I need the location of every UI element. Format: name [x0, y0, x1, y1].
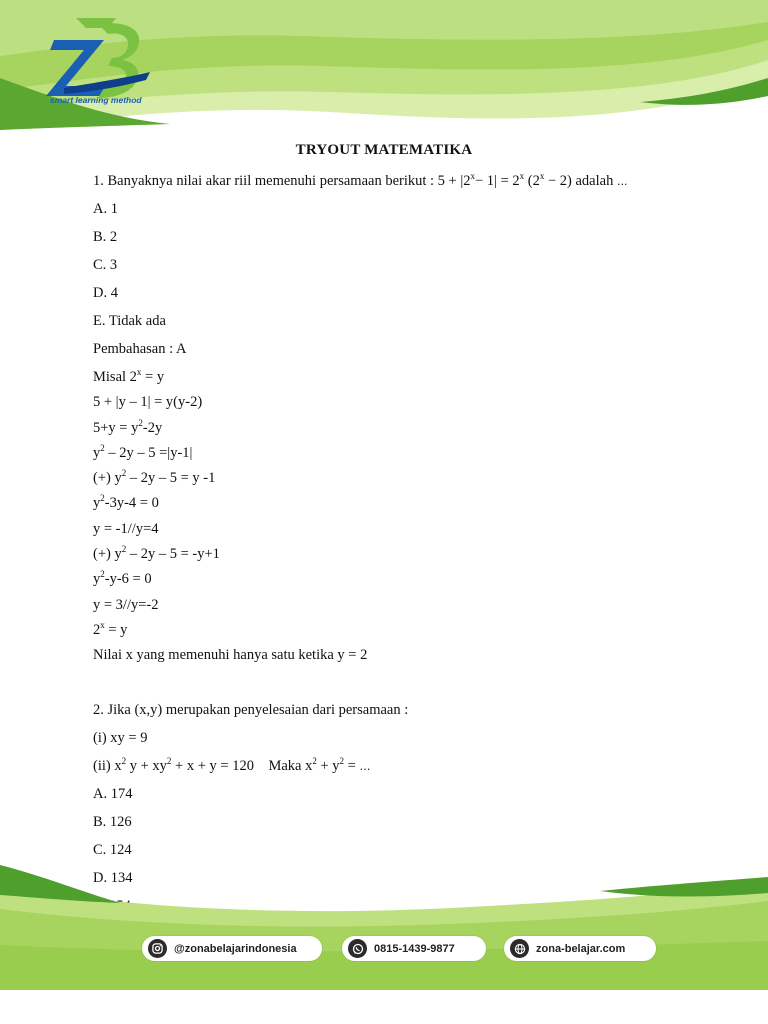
option-c: C. 3 — [93, 257, 118, 273]
question-2-equation-1: (i) xy = 9 — [93, 729, 148, 746]
zona-belajar-logo — [46, 14, 156, 106]
solution-step: $y^2 - 2y - 5 =|y-1|$ — [93, 442, 193, 461]
solution-step: y = -1//y=4 — [93, 520, 159, 537]
solution-step: (+) $y^2 - 2y - 5 = y$ -1 — [93, 468, 216, 487]
solution-step: (+) $y^2 - 2y - 5 = -y+1$ — [93, 544, 220, 563]
instagram-handle: @zonabelajarindonesia — [174, 942, 297, 955]
q2-option-b: B. 126 — [93, 813, 132, 830]
globe-icon — [510, 939, 529, 958]
contact-bar — [0, 936, 768, 962]
q2-option-a: A. 174 — [93, 785, 133, 802]
option-e: E. Tidak ada — [93, 313, 166, 329]
q2-option-d: D. 134 — [93, 869, 133, 886]
question-2-equation-2: (ii) $x^2$ $y + xy^2 + x + y = 120$ Maka $x^2 + y^2$ = … — [93, 755, 371, 774]
solution-step: 5 + |y – 1| = y(y-2) — [93, 394, 203, 411]
website-contact[interactable] — [504, 936, 656, 961]
document-body — [93, 170, 693, 923]
solution-step: $2^x = y$ — [93, 619, 128, 638]
page-title: TRYOUT MATEMATIKA — [295, 142, 473, 158]
answer-key: Pembahasan : A — [93, 341, 187, 357]
footer-wave-background — [0, 845, 768, 990]
logo-tagline: smart learning method — [50, 95, 142, 105]
solution-conclusion: Nilai x yang memenuhi hanya satu ketika y = 2 — [93, 647, 368, 664]
website-url: zona-belajar.com — [536, 942, 626, 955]
option-a: A. 1 — [93, 201, 118, 217]
instagram-icon — [148, 939, 167, 958]
solution-step: $y^2-3y-4 = 0$ — [93, 493, 159, 512]
instagram-contact[interactable] — [142, 936, 322, 961]
option-d: D. 4 — [93, 285, 118, 301]
whatsapp-number: 0815-1439-9877 — [374, 942, 455, 955]
solution-step: Misal $2^x = y$ — [93, 367, 165, 385]
whatsapp-icon — [348, 939, 367, 958]
solution-step: $y^2-y-6 = 0$ — [93, 569, 152, 588]
q2-option-c: C. 124 — [93, 841, 132, 858]
whatsapp-contact[interactable] — [342, 936, 486, 961]
question-2-stem: 2. Jika (x,y) merupakan penyelesaian dari persamaan : — [93, 701, 409, 718]
option-b: B. 2 — [93, 229, 118, 245]
question-1-stem: 1. Banyaknya nilai akar riil memenuhi persamaan berikut : $5 + |2^x- 1| = 2^x$ $(2^x - 2)$ adalah ... — [93, 171, 628, 189]
section-spacer — [93, 670, 693, 699]
solution-step: y = 3//y=-2 — [93, 596, 159, 613]
solution-step: $5+y = y^2-2y$ — [93, 417, 163, 436]
